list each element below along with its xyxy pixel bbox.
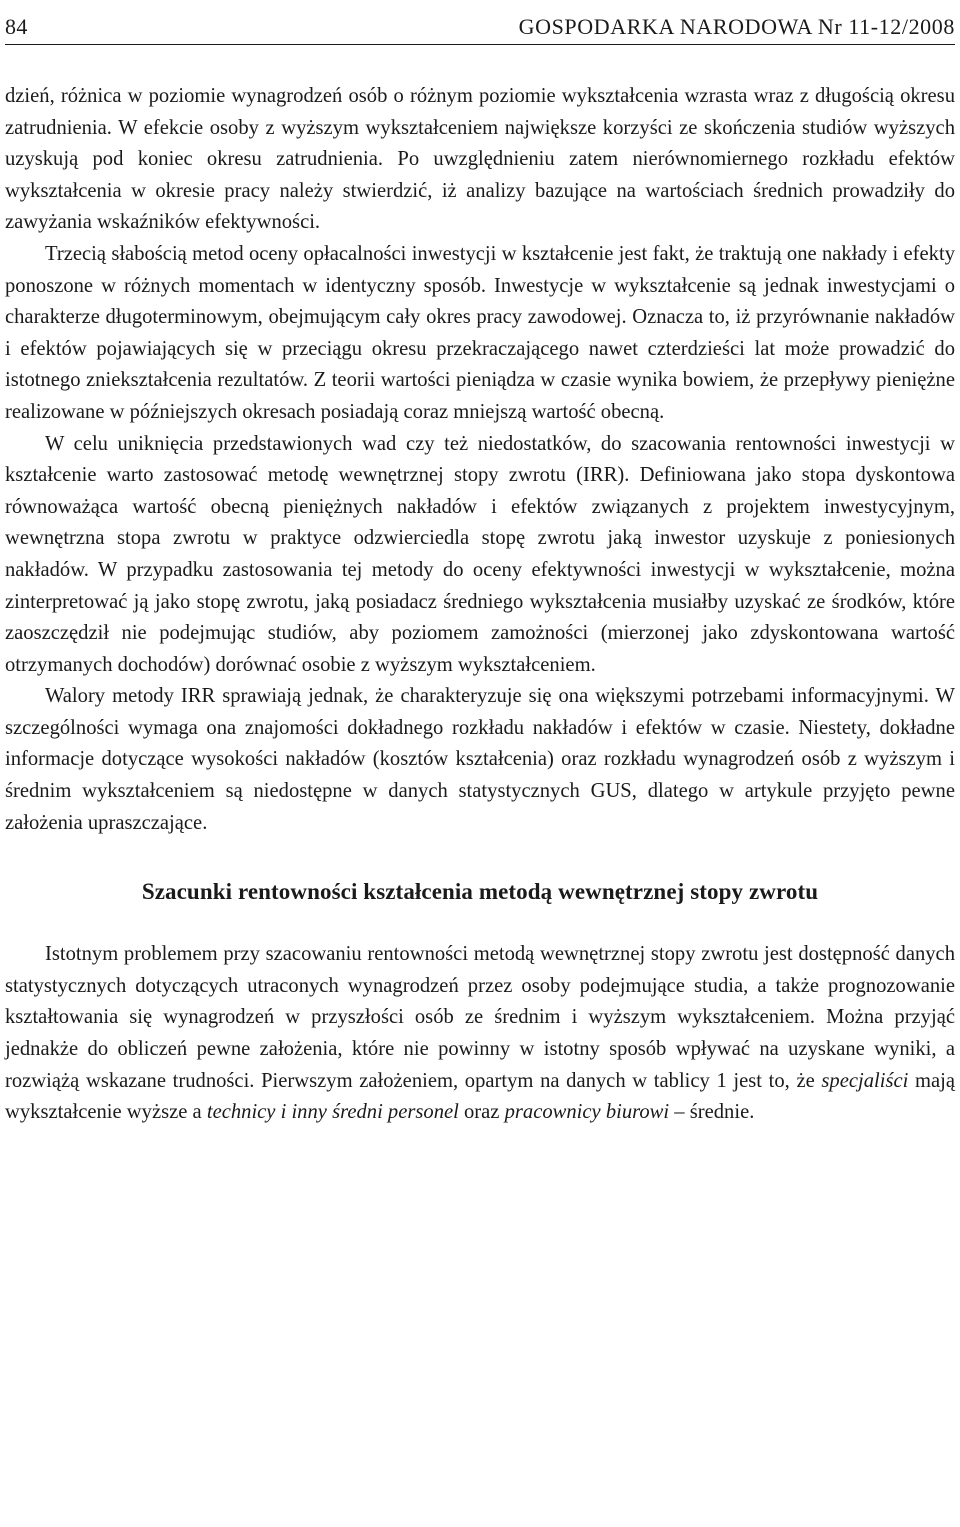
section-heading: Szacunki rentowności kształcenia metodą wewnętrznej stopy zwrotu — [141, 879, 819, 905]
term-specialists: specjaliści — [821, 1069, 909, 1092]
article-body — [5, 81, 955, 839]
paragraph-irr-requirements: Walory metody IRR sprawiają jednak, że charakteryzuje się ona większymi potrzebami informacyjnymi. W szczególności wymaga ona znajomości dokładnego rozkładu nakładów i efektów w czasie. Niestety, dokładne informacje dotyczące wysokości nakładów (kosztów kształcenia) oraz rozkładu wynagrodzeń osób z wyższym i średnim wykształceniem są niedostępne w danych statystycznych GUS, dlatego w artykule przyjęto pewne założenia upraszczające. — [5, 685, 955, 834]
paragraph-text: – średnie. — [669, 1101, 755, 1124]
paragraph-text: Istotnym problemem przy szacowaniu rentowności metodą wewnętrznej stopy zwrotu jest dostępność danych statystycznych dotyczących utraconych wynagrodzeń przez osoby podejmujące studia, a także prognozowanie kształtowania się wynagrodzeń w przyszłości osób ze średnim i wyższym wykształceniem. Można przyjąć jednakże do obliczeń pewne założenia, które nie powinny w istotny sposób wpływać na uzyskane wyniki, a rozwiążą wskazane trudności. Pierwszym założeniem, opartym na danych w tablicy 1 jest to, że — [5, 943, 955, 1092]
paragraph-third-weakness: Trzecią słabością metod oceny opłacalności inwestycji w kształcenie jest fakt, że traktują one nakłady i efekty ponoszone w różnych momentach w identyczny sposób. Inwestycje w wykształcenie są jednak inwestycjami o charakterze długoterminowym, obejmującym cały okres pracy zawodowej. Oznacza to, iż przyrównanie nakładów i efektów pojawiających się w przeciągu okresu przekraczającego nawet czterdzieści lat może prowadzić do istotnego zniekształcenia rezultatów. Z teorii wartości pieniądza w czasie wynika bowiem, że przepływy pieniężne realizowane w późniejszych okresach posiadają coraz mniejszą wartość obecną. — [5, 242, 955, 423]
paragraph-assumptions — [5, 939, 955, 1129]
paragraph-continuation: dzień, różnica w poziomie wynagrodzeń osób o różnym poziomie wykształcenia wzrasta wraz z długością okresu zatrudnienia. W efekcie osoby z wyższym wykształceniem największe korzyści ze skończenia studiów wyższych uzyskują pod koniec okresu zatrudnienia. Po uwzględnieniu zatem nierównomiernego rozkładu efektów wykształcenia w okresie pracy należy stwierdzić, iż analizy bazujące na wartościach średnich prowadziły do zawyżania wskaźników efektywności. — [5, 85, 955, 234]
page-number: 84 — [5, 14, 28, 39]
term-technicians: technicy i inny średni personel — [206, 1101, 459, 1124]
journal-title: GOSPODARKA NARODOWA Nr 11-12/2008 — [518, 14, 955, 39]
paragraph-text: oraz — [458, 1101, 505, 1124]
paragraph-text: mają wykształcenie wyższe a — [5, 1069, 955, 1124]
term-office-workers: pracownicy biurowi — [504, 1101, 670, 1124]
running-header — [5, 0, 955, 45]
paragraph-irr-method: W celu uniknięcia przedstawionych wad czy też niedostatków, do szacowania rentowności inwestycji w kształcenie warto zastosować metodę wewnętrznej stopy zwrotu (IRR). Definiowana jako stopa dyskontowa równoważąca wartość obecną pieniężnych nakładów i efektów związanych z projektem inwestycyjnym, wewnętrzna stopa zwrotu w praktyce odzwierciedla stopę zwrotu jaką inwestor uzyskuje z poniesionych nakładów. W przypadku zastosowania tej metody do oceny efektywności inwestycji w wykształcenie, można zinterpretować ją jako stopę zwrotu, jaką posiadacz średniego wykształcenia musiałby uzyskać ze środków, które zaoszczędził nie podejmując studiów, aby poziomem zamożności (mierzonej jako zdyskontowana wartość otrzymanych dochodów) dorównać osobie z wyższym wykształceniem. — [5, 432, 955, 676]
section-body — [5, 939, 955, 1129]
page — [5, 0, 955, 1129]
